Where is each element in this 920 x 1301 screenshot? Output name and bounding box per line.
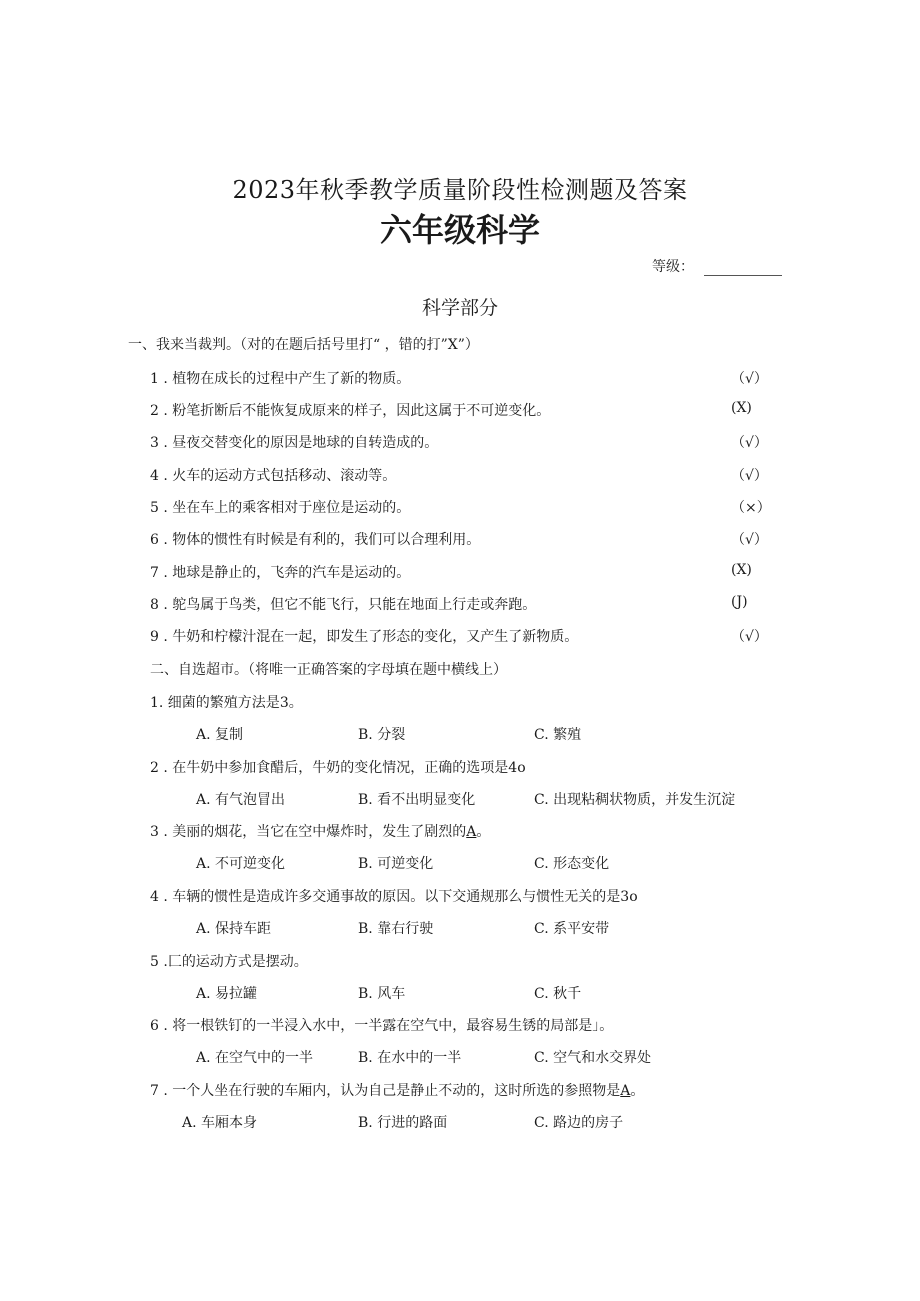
mc-question-end: 。 — [630, 1083, 645, 1099]
mc-question-5 — [150, 951, 308, 971]
mc-4-option-b: B. 靠右行驶 — [358, 921, 434, 937]
grade-field — [652, 256, 782, 276]
document-subtitle: 六年级科学 — [379, 211, 540, 249]
mc-question-6 — [150, 1015, 613, 1035]
mc-2-option-c: C. 出现粘稠状物质，并发生沉淀 — [534, 792, 736, 808]
mc-question-end: o — [629, 889, 638, 905]
mc-question-text: 3 . 美丽的烟花，当它在空中爆炸时，发生了剧烈的 — [150, 824, 467, 840]
mc-6-option-a: A. 在空气中的一半 — [196, 1050, 314, 1066]
tf-item-2: 2 . 粉笔折断后不能恢复成原来的样子，因此这属于不可逆变化。 — [150, 403, 551, 419]
mc-question-end: 。 — [476, 824, 491, 840]
tf-item-9: 9 . 牛奶和柠檬汁混在一起，即发生了形态的变化，又产生了新物质。 — [150, 629, 579, 645]
tf-mark-1: （√） — [731, 371, 768, 387]
mc-answer: 匚 — [167, 954, 182, 970]
tf-item-1: 1 . 植物在成长的过程中产生了新的物质。 — [150, 371, 411, 387]
mc-2-option-b: B. 看不出明显变化 — [358, 792, 476, 808]
part1-heading: 一、我来当裁判。（对的在题后括号里打“ ，错的打”X”） — [128, 337, 479, 353]
mc-question-text: 1. 细菌的繁殖方法是 — [150, 695, 280, 711]
mc-question-1 — [150, 692, 303, 712]
mc-6-option-b: B. 在水中的一半 — [358, 1050, 462, 1066]
mc-1-option-b: B. 分裂 — [358, 727, 406, 743]
section-title: 科学部分 — [421, 297, 498, 319]
mc-4-option-c: C. 系平安带 — [534, 921, 610, 937]
mc-3-option-a: A. 不可逆变化 — [196, 856, 286, 872]
tf-mark-5: （×） — [731, 500, 771, 516]
mc-2-option-a: A. 有气泡冒出 — [196, 792, 286, 808]
mc-6-option-c: C. 空气和水交界处 — [534, 1050, 652, 1066]
mc-1-option-a: A. 复制 — [196, 727, 244, 743]
mc-question-4 — [150, 886, 638, 906]
grade-label: 等级： — [652, 259, 694, 275]
grade-blank-line — [704, 263, 782, 276]
mc-3-option-c: C. 形态变化 — [534, 856, 610, 872]
tf-item-4: 4 . 火车的运动方式包括移动、滚动等。 — [150, 468, 397, 484]
mc-7-option-b: B. 行进的路面 — [358, 1115, 448, 1131]
tf-mark-3: （√） — [731, 435, 768, 451]
mc-answer: 」 — [592, 1018, 600, 1034]
mc-answer: A — [620, 1083, 631, 1099]
mc-question-text: 7 . 一个人坐在行驶的车厢内，认为自己是静止不动的，这时所选的参照物是 — [150, 1083, 621, 1099]
part2-heading: 二、自选超市。（将唯一正确答案的字母填在题中横线上） — [150, 662, 507, 678]
mc-question-end: o — [517, 760, 526, 776]
mc-answer: 3 — [279, 695, 289, 711]
tf-item-5: 5 . 坐在车上的乘客相对于座位是运动的。 — [150, 500, 411, 516]
mc-5-option-c: C. 秋千 — [534, 986, 582, 1002]
tf-mark-9: （√） — [731, 629, 768, 645]
mc-1-option-c: C. 繁殖 — [534, 727, 582, 743]
mc-5-option-b: B. 风车 — [358, 986, 406, 1002]
mc-question-text: 4 . 车辆的惯性是造成许多交通事故的原因。以下交通规那么与惯性无关的是 — [150, 889, 621, 905]
mc-question-text: 2 . 在牛奶中参加食醋后，牛奶的变化情况，正确的选项是 — [150, 760, 509, 776]
mc-answer: A — [466, 824, 477, 840]
mc-question-end: 的运动方式是摆动。 — [181, 954, 308, 970]
mc-7-option-c: C. 路边的房子 — [534, 1115, 624, 1131]
mc-3-option-b: B. 可逆变化 — [358, 856, 434, 872]
tf-mark-7: (X) — [731, 562, 752, 578]
mc-4-option-a: A. 保持车距 — [196, 921, 272, 937]
tf-item-8: 8 . 鸵鸟属于鸟类，但它不能飞行，只能在地面上行走或奔跑。 — [150, 597, 537, 613]
mc-question-3 — [150, 821, 490, 841]
tf-mark-4: （√） — [731, 468, 768, 484]
mc-answer: 3 — [620, 889, 630, 905]
tf-mark-6: （√） — [731, 532, 768, 548]
mc-5-option-a: A. 易拉罐 — [196, 986, 258, 1002]
mc-7-option-a: A. 车厢本身 — [182, 1115, 258, 1131]
mc-answer: 4 — [508, 760, 518, 776]
tf-item-7: 7 . 地球是静止的，飞奔的汽车是运动的。 — [150, 565, 411, 581]
document-title: 2023年秋季教学质量阶段性检测题及答案 — [232, 176, 688, 204]
mc-question-end: 。 — [599, 1018, 614, 1034]
mc-question-2 — [150, 757, 526, 777]
mc-question-text: 6 . 将一根铁钉的一半浸入水中，一半露在空气中，最容易生锈的局部是 — [150, 1018, 593, 1034]
tf-mark-8: (J) — [731, 594, 748, 610]
tf-item-6: 6 . 物体的惯性有时候是有利的，我们可以合理利用。 — [150, 532, 481, 548]
tf-mark-2: (X) — [731, 400, 752, 416]
mc-question-end: 。 — [288, 695, 303, 711]
mc-question-text: 5 . — [150, 954, 168, 970]
tf-item-3: 3 . 昼夜交替变化的原因是地球的自转造成的。 — [150, 435, 439, 451]
mc-question-7 — [150, 1080, 644, 1100]
